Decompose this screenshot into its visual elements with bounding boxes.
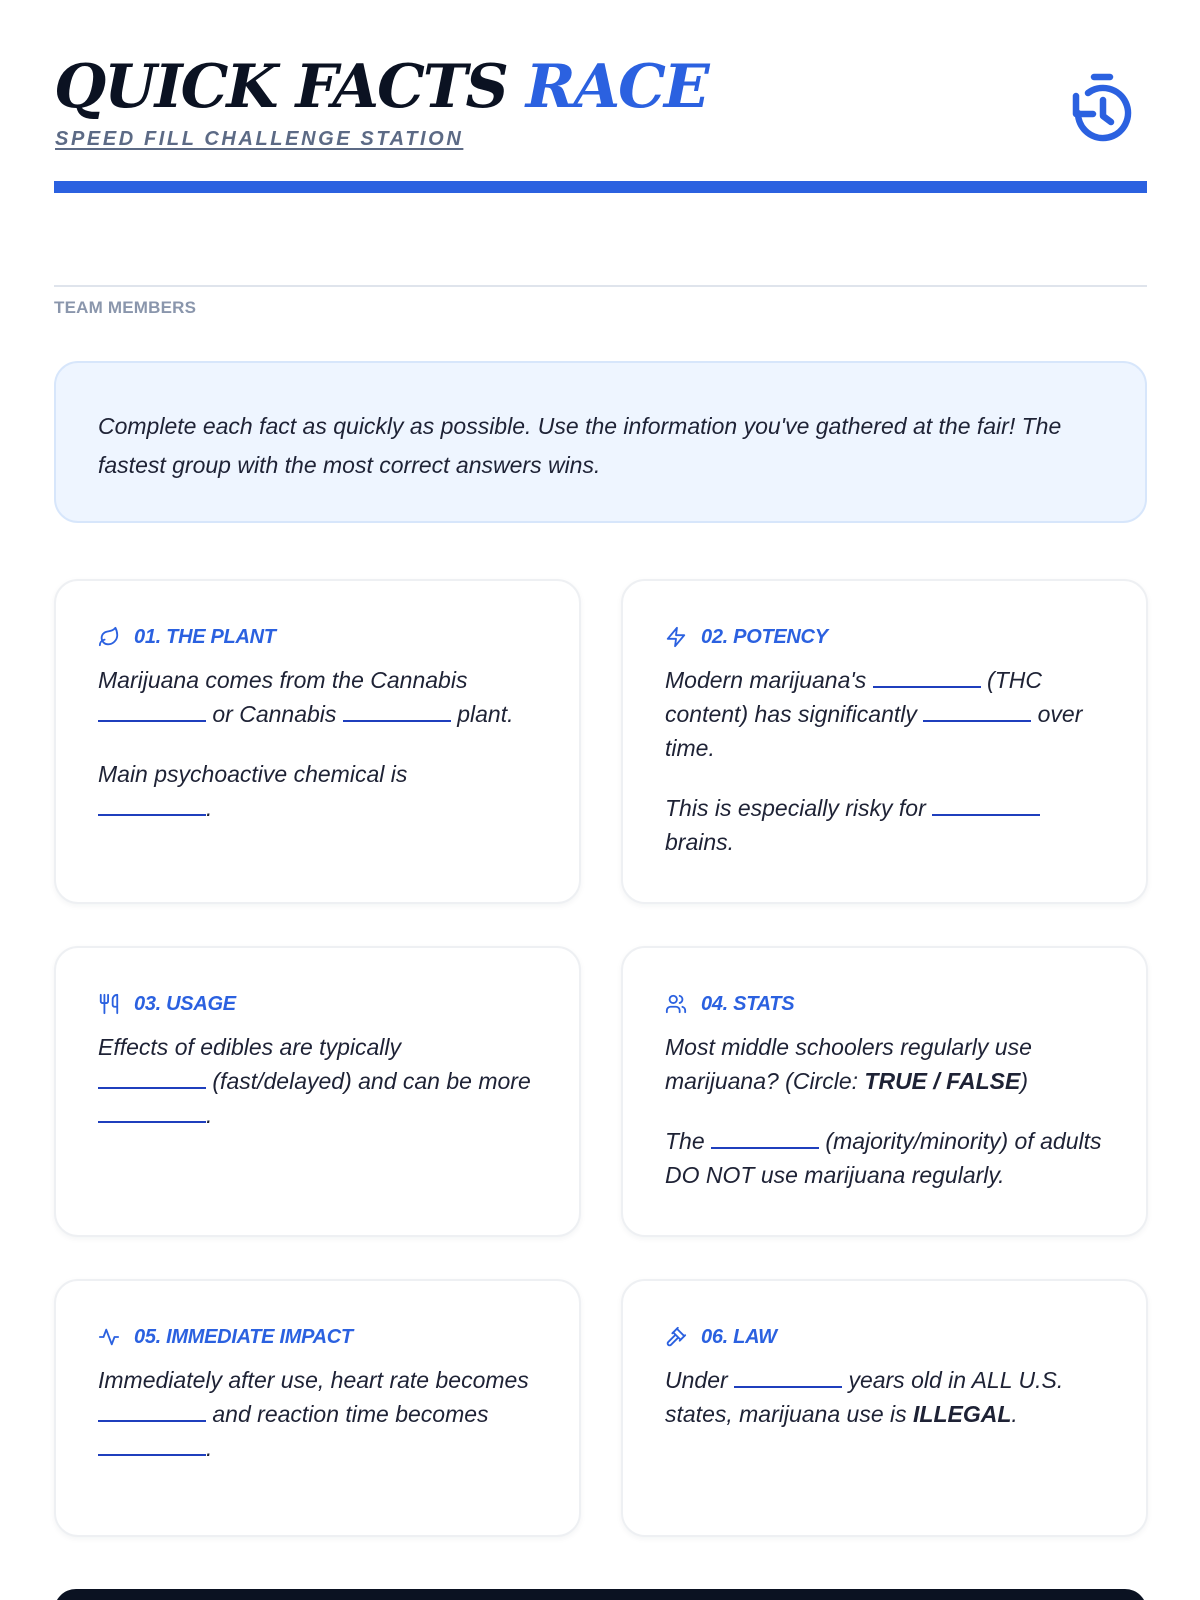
fact-text-part: . — [206, 795, 213, 821]
page-title — [54, 52, 1147, 122]
fact-text — [665, 1124, 1104, 1192]
answer-blank[interactable] — [923, 698, 1031, 722]
pulse-icon — [98, 1326, 120, 1348]
answer-blank[interactable] — [98, 1398, 206, 1422]
fact-card-immediate-impact — [54, 1279, 581, 1537]
fact-card-stats — [621, 946, 1148, 1237]
fact-text-part: brains. — [665, 829, 735, 855]
fact-card-law — [621, 1279, 1148, 1537]
answer-blank[interactable] — [711, 1125, 819, 1149]
leaf-icon — [98, 626, 120, 648]
fact-card-usage — [54, 946, 581, 1237]
gavel-icon — [665, 1326, 687, 1348]
fact-text-part: Immediately after use, heart rate becomes — [98, 1367, 529, 1393]
instructions-box — [54, 361, 1147, 523]
answer-blank[interactable] — [873, 664, 981, 688]
users-icon — [665, 993, 687, 1015]
fact-text — [665, 791, 1104, 859]
fact-text-part: years old in ALL U.S. states, marijuana use is — [665, 1367, 1064, 1427]
fact-text-part: plant. — [457, 701, 514, 727]
fact-text-part: over time. — [665, 701, 1083, 761]
fact-text-part: or Cannabis — [212, 701, 337, 727]
fact-text-part: Effects of edibles are typically — [98, 1034, 401, 1060]
fact-text — [98, 1030, 537, 1132]
card-title: 01. THE PLANT — [134, 625, 276, 648]
answer-blank[interactable] — [98, 792, 206, 816]
utensils-icon — [98, 993, 120, 1015]
answer-blank[interactable] — [98, 698, 206, 722]
answer-blank[interactable] — [98, 1432, 206, 1456]
fact-text — [98, 663, 537, 731]
team-members-line[interactable] — [54, 285, 1147, 287]
page-subtitle: SPEED FILL CHALLENGE STATION — [55, 128, 464, 150]
fact-card-plant — [54, 579, 581, 904]
card-title: 02. POTENCY — [701, 625, 828, 648]
fact-text — [665, 663, 1104, 765]
card-title: 04. STATS — [701, 992, 795, 1015]
card-title: 05. IMMEDIATE IMPACT — [134, 1325, 353, 1348]
timer-reset-icon — [1069, 72, 1137, 148]
fact-text-part: (majority/minority) of adults DO NOT use marijuana regularly. — [665, 1128, 1102, 1188]
illegal-emphasis: ILLEGAL — [913, 1401, 1012, 1427]
fact-text-part: Most middle schoolers regularly use marijuana? (Circle: — [665, 1034, 1032, 1094]
answer-blank[interactable] — [343, 698, 451, 722]
fact-text — [665, 1363, 1104, 1431]
header-divider — [54, 181, 1147, 193]
fact-text-part: . — [206, 1102, 213, 1128]
lightning-icon — [665, 626, 687, 648]
fact-text-part: . — [1011, 1401, 1018, 1427]
fact-text-part: . — [206, 1435, 213, 1461]
team-members-label: TEAM MEMBERS — [54, 298, 197, 317]
fact-text — [665, 1030, 1104, 1098]
fact-text — [98, 757, 537, 825]
answer-blank[interactable] — [734, 1364, 842, 1388]
footer-bar — [54, 1589, 1147, 1600]
fact-text-part: Under — [665, 1367, 728, 1393]
answer-blank[interactable] — [932, 792, 1040, 816]
fact-text — [98, 1363, 537, 1465]
fact-text-part: Marijuana comes from the Cannabis — [98, 667, 468, 693]
fact-text-part: ) — [1020, 1068, 1028, 1094]
fact-text-part: and reaction time becomes — [212, 1401, 489, 1427]
fact-text-part: (fast/delayed) and can be more — [212, 1068, 531, 1094]
card-title: 03. USAGE — [134, 992, 236, 1015]
fact-text-part: Main psychoactive chemical is — [98, 761, 408, 787]
instructions-text: Complete each fact as quickly as possible. Use the information you've gathered at the fair! The fastest group with the most correct answers wins. — [98, 413, 1062, 478]
card-title: 06. LAW — [701, 1325, 777, 1348]
title-accent: RACE — [525, 52, 708, 122]
fact-text-part: The — [665, 1128, 705, 1154]
fact-text-part: This is especially risky for — [665, 795, 926, 821]
fact-text-part: (THC content) has significantly — [665, 667, 1042, 727]
answer-blank[interactable] — [98, 1099, 206, 1123]
fact-text-part: Modern marijuana's — [665, 667, 867, 693]
title-main: QUICK FACTS — [54, 52, 507, 122]
true-false-choice[interactable]: TRUE / FALSE — [864, 1068, 1021, 1094]
fact-card-potency — [621, 579, 1148, 904]
header — [54, 52, 1147, 192]
answer-blank[interactable] — [98, 1065, 206, 1089]
